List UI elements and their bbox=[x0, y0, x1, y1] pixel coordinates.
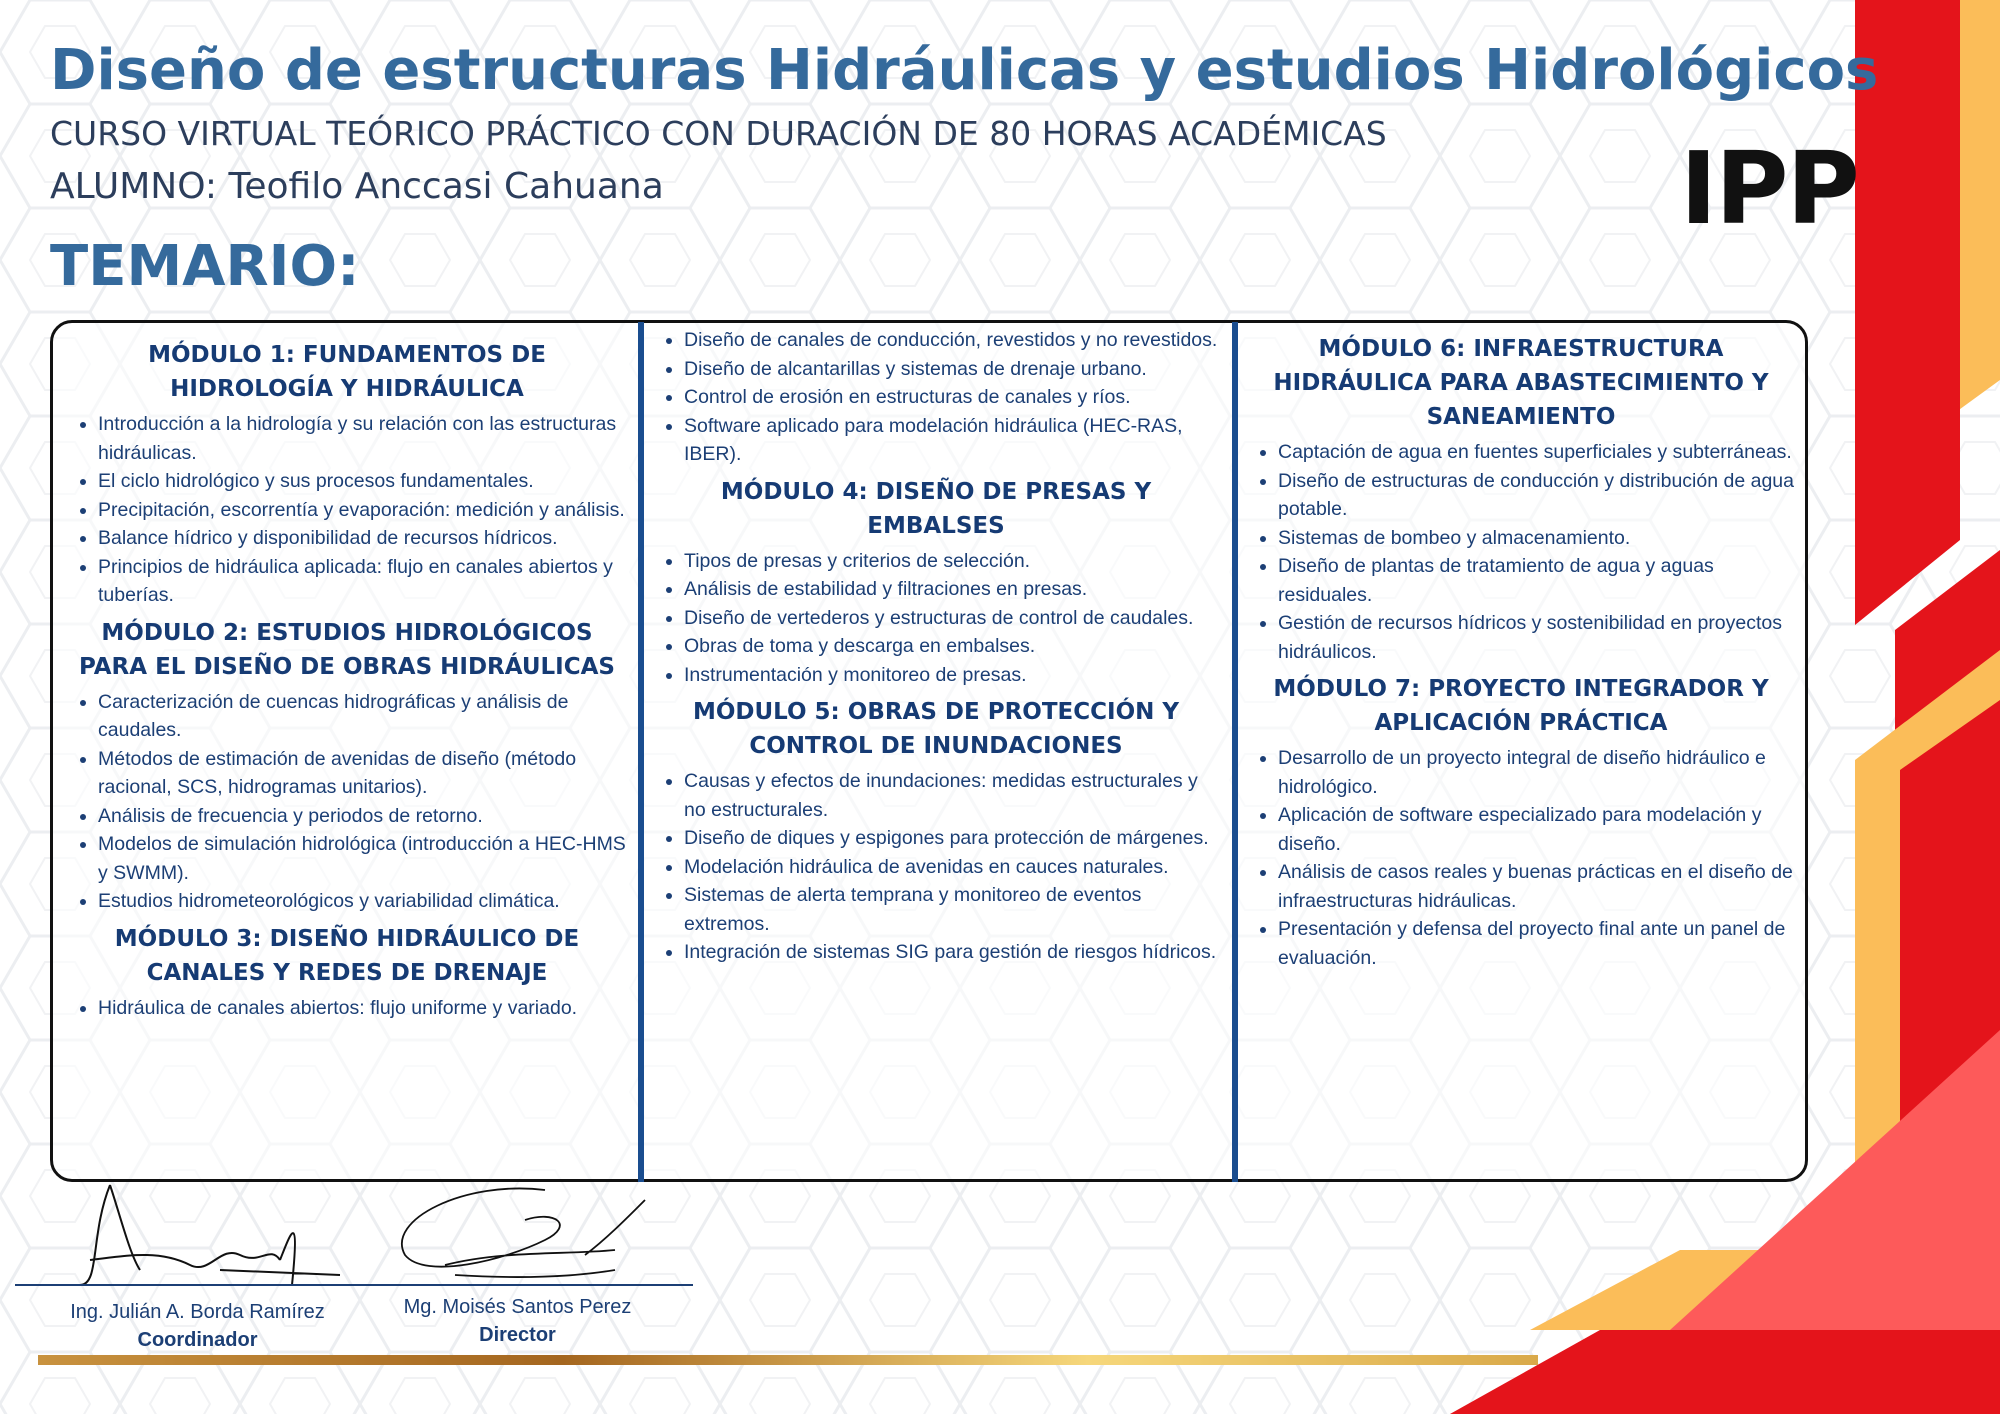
module-heading: MÓDULO 2: ESTUDIOS HIDROLÓGICOS PARA EL DISEÑO DE OBRAS HIDRÁULICAS bbox=[79, 619, 615, 680]
module-topic-item: • Análisis de frecuencia y periodos de retorno. bbox=[98, 802, 628, 831]
module-topic-item: • Diseño de alcantarillas y sistemas de drenaje urbano. bbox=[684, 355, 1220, 384]
module-topic-item: • Presentación y defensa del proyecto final ante un panel de evaluación. bbox=[1278, 915, 1796, 972]
module-topic-list bbox=[652, 547, 1220, 690]
director-role: Director bbox=[479, 1324, 556, 1346]
coordinator-role: Coordinador bbox=[137, 1329, 258, 1351]
module-heading: MÓDULO 5: OBRAS DE PROTECCIÓN Y CONTROL DE INUNDACIONES bbox=[692, 699, 1180, 759]
module-topic-item: • Análisis de casos reales y buenas prácticas en el diseño de infraestructuras hidráulicas. bbox=[1278, 858, 1796, 915]
column-divider-2 bbox=[1232, 322, 1238, 1182]
module-topic-item: • Instrumentación y monitoreo de presas. bbox=[684, 661, 1220, 690]
module-topic-list bbox=[652, 326, 1220, 469]
director-signature bbox=[385, 1180, 675, 1290]
module-topic-list bbox=[66, 410, 628, 610]
module-topic-item: • Introducción a la hidrología y su relación con las estructuras hidráulicas. bbox=[98, 410, 628, 467]
module-topic-item: • Diseño de canales de conducción, revestidos y no revestidos. bbox=[684, 326, 1220, 355]
certificate-title: Diseño de estructuras Hidráulicas y estudios Hidrológicos bbox=[50, 38, 1879, 103]
module-topic-item: • Precipitación, escorrentía y evaporación: medición y análisis. bbox=[98, 496, 628, 525]
module-topic-item: • Métodos de estimación de avenidas de diseño (método racional, SCS, hidrogramas unitarios). bbox=[98, 745, 628, 802]
module-topic-item: • Balance hídrico y disponibilidad de recursos hídricos. bbox=[98, 524, 628, 553]
module-topic-item: • Sistemas de alerta temprana y monitoreo de eventos extremos. bbox=[684, 881, 1220, 938]
module-topic-item: • Tipos de presas y criterios de selección. bbox=[684, 547, 1220, 576]
module-topic-item: • Control de erosión en estructuras de canales y ríos. bbox=[684, 383, 1220, 412]
director-label bbox=[370, 1293, 665, 1349]
coordinator-label bbox=[30, 1298, 365, 1354]
director-name: Mg. Moisés Santos Perez bbox=[403, 1296, 632, 1318]
module-topic-item: • Diseño de estructuras de conducción y distribución de agua potable. bbox=[1278, 467, 1796, 524]
course-subtitle: CURSO VIRTUAL TEÓRICO PRÁCTICO CON DURACIÓN DE 80 HORAS ACADÉMICAS bbox=[50, 114, 1387, 153]
syllabus-column-1 bbox=[66, 332, 628, 1028]
module-topic-item: • El ciclo hidrológico y sus procesos fundamentales. bbox=[98, 467, 628, 496]
module-topic-item: • Sistemas de bombeo y almacenamiento. bbox=[1278, 524, 1796, 553]
module-topic-list bbox=[652, 767, 1220, 967]
syllabus-column-3 bbox=[1246, 326, 1796, 978]
module-topic-item: • Integración de sistemas SIG para gestión de riesgos hídricos. bbox=[684, 938, 1220, 967]
module-heading: MÓDULO 7: PROYECTO INTEGRADOR Y APLICACIÓN PRÁCTICA bbox=[1273, 676, 1769, 736]
module-topic-item: • Caracterización de cuencas hidrográficas y análisis de caudales. bbox=[98, 688, 628, 745]
module-heading: MÓDULO 3: DISEÑO HIDRÁULICO DE CANALES Y REDES DE DRENAJE bbox=[114, 925, 580, 986]
module-topic-item: • Gestión de recursos hídricos y sostenibilidad en proyectos hidráulicos. bbox=[1278, 609, 1796, 666]
signature-line bbox=[15, 1284, 693, 1286]
module-topic-item: • Hidráulica de canales abiertos: flujo uniforme y variado. bbox=[98, 994, 628, 1023]
module-topic-item: • Obras de toma y descarga en embalses. bbox=[684, 632, 1220, 661]
ipp-logo: IPP bbox=[1680, 130, 1858, 247]
module-topic-list bbox=[66, 688, 628, 916]
module-topic-item: • Software aplicado para modelación hidráulica (HEC-RAS, IBER). bbox=[684, 412, 1220, 469]
module-heading: MÓDULO 6: INFRAESTRUCTURA HIDRÁULICA PARA ABASTECIMIENTO Y SANEAMIENTO bbox=[1273, 336, 1769, 430]
column-divider-1 bbox=[638, 322, 644, 1182]
module-topic-item: • Análisis de estabilidad y filtraciones en presas. bbox=[684, 575, 1220, 604]
module-topic-item: • Estudios hidrometeorológicos y variabilidad climática. bbox=[98, 887, 628, 916]
module-topic-item: • Aplicación de software especializado para modelación y diseño. bbox=[1278, 801, 1796, 858]
module-topic-item: • Modelos de simulación hidrológica (introducción a HEC-HMS y SWMM). bbox=[98, 830, 628, 887]
module-topic-list bbox=[1246, 744, 1796, 972]
module-heading: MÓDULO 1: FUNDAMENTOS DE HIDROLOGÍA Y HIDRÁULICA bbox=[148, 342, 546, 402]
gold-divider-bar bbox=[38, 1355, 1538, 1365]
module-topic-item: • Causas y efectos de inundaciones: medidas estructurales y no estructurales. bbox=[684, 767, 1220, 824]
module-topic-item: • Modelación hidráulica de avenidas en cauces naturales. bbox=[684, 853, 1220, 882]
section-title: TEMARIO: bbox=[50, 234, 360, 299]
module-topic-list bbox=[66, 994, 628, 1023]
module-topic-item: • Diseño de diques y espigones para protección de márgenes. bbox=[684, 824, 1220, 853]
module-topic-item: • Diseño de plantas de tratamiento de agua y aguas residuales. bbox=[1278, 552, 1796, 609]
module-heading: MÓDULO 4: DISEÑO DE PRESAS Y EMBALSES bbox=[720, 478, 1152, 539]
module-topic-list bbox=[1246, 438, 1796, 666]
module-topic-item: • Principios de hidráulica aplicada: flujo en canales abiertos y tuberías. bbox=[98, 553, 628, 610]
syllabus-column-2 bbox=[652, 326, 1220, 973]
module-topic-item: • Captación de agua en fuentes superficiales y subterráneas. bbox=[1278, 438, 1796, 467]
coordinator-name: Ing. Julián A. Borda Ramírez bbox=[70, 1301, 325, 1323]
module-topic-item: • Diseño de vertederos y estructuras de control de caudales. bbox=[684, 604, 1220, 633]
student-name: ALUMNO: Teofilo Anccasi Cahuana bbox=[50, 166, 664, 207]
module-topic-item: • Desarrollo de un proyecto integral de diseño hidráulico e hidrológico. bbox=[1278, 744, 1796, 801]
